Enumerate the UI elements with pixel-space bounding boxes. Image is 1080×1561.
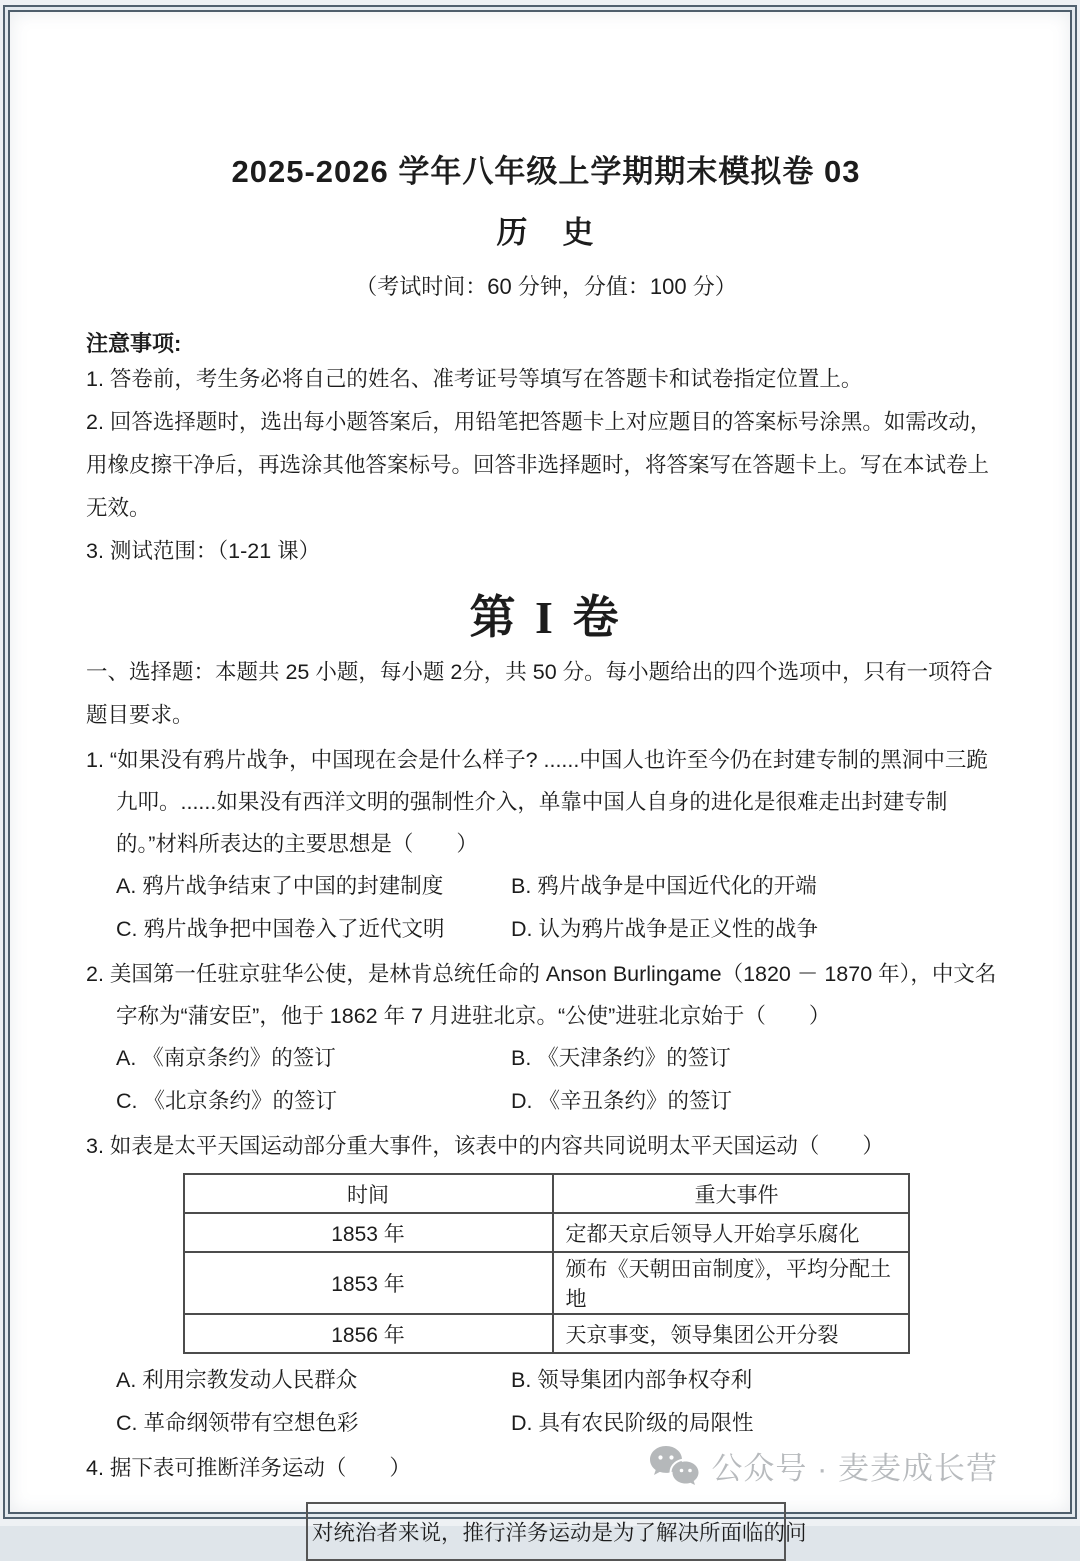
exam-subject: 历 史 xyxy=(496,215,596,250)
question-3-option-b: B. 领导集团内部争权夺利 xyxy=(511,1368,753,1392)
notice-item-3: 3. 测试范围：（1-21 课） xyxy=(86,539,321,563)
section-intro: 一、选择题：本题共 25 小题，每小题 2分，共 50 分。每小题给出的四个选项中，只有一项符合题目要求。 xyxy=(86,660,993,727)
paper-sheet xyxy=(8,10,1072,1545)
question-1-option-a: A. 鸦片战争结束了中国的封建制度 xyxy=(116,874,444,898)
table-cell-time: 1856 年 xyxy=(184,1314,553,1353)
footer-label: 公众号 · 麦麦成长营 xyxy=(711,1451,998,1486)
footer-watermark xyxy=(647,1443,998,1488)
question-3-option-a: A. 利用宗教发动人民群众 xyxy=(116,1368,358,1392)
table-header-time: 时间 xyxy=(184,1174,553,1213)
question-3-options xyxy=(116,1359,1006,1445)
question-2-option-b: B. 《天津条约》的签订 xyxy=(511,1046,731,1070)
question-2-stem: 2. 美国第一任驻京驻华公使，是林肯总统任命的 Anson Burlingame（1820 － 1870 年），中文名字称为“蒲安臣”，他于 1862 年 7 月进驻北京。“公使”进驻北京始于（ ） xyxy=(86,962,997,1028)
table-header-row xyxy=(184,1174,909,1213)
question-1-stem: 1. “如果没有鸦片战争，中国现在会是什么样子? ......中国人也许至今仍在封建专制的黑洞中三跪九叩。......如果没有西洋文明的强制性介入，单靠中国人自身的进化是很难走出封建专制的。”材料所表达的主要思想是（ ） xyxy=(86,748,988,856)
table-row xyxy=(184,1314,909,1353)
question-1 xyxy=(86,739,1006,951)
question-1-options xyxy=(116,865,1006,951)
question-2-options xyxy=(116,1037,1006,1123)
question-4-source-box: 对统治者来说，推行洋务运动是为了解决所面临的问 xyxy=(306,1502,786,1561)
part-title: 第 I 卷 xyxy=(469,592,623,643)
question-1-option-d: D. 认为鸦片战争是正义性的战争 xyxy=(511,917,818,941)
table-cell-time: 1853 年 xyxy=(184,1213,553,1252)
table-cell-event: 颁布《天朝田亩制度》，平均分配土地 xyxy=(553,1252,909,1314)
question-1-option-c: C. 鸦片战争把中国卷入了近代文明 xyxy=(116,917,445,941)
wechat-icon xyxy=(647,1444,699,1488)
notices-heading: 注意事项: xyxy=(86,331,182,356)
table-cell-time: 1853 年 xyxy=(184,1252,553,1314)
notice-item-1: 1. 答卷前，考生务必将自己的姓名、准考证号等填写在答题卡和试卷指定位置上。 xyxy=(86,367,863,391)
question-2 xyxy=(86,953,1006,1123)
question-3-option-d: D. 具有农民阶级的局限性 xyxy=(511,1411,754,1435)
question-1-option-b: B. 鸦片战争是中国近代化的开端 xyxy=(511,874,817,898)
question-2-option-a: A. 《南京条约》的签订 xyxy=(116,1046,336,1070)
exam-title: 2025-2026 学年八年级上学期期末模拟卷 03 xyxy=(231,154,861,189)
question-3-events-table xyxy=(183,1173,910,1354)
exam-meta: （考试时间：60 分钟，分值：100 分） xyxy=(355,274,737,299)
table-header-event: 重大事件 xyxy=(553,1174,909,1213)
notice-item-2: 2. 回答选择题时，选出每小题答案后，用铅笔把答题卡上对应题目的答案标号涂黑。如需改动，用橡皮擦干净后，再选涂其他答案标号。回答非选择题时，将答案写在答题卡上。写在本试卷上无效。 xyxy=(86,410,992,520)
paper-content xyxy=(10,12,1070,1561)
question-2-option-c: C. 《北京条约》的签订 xyxy=(116,1089,337,1113)
table-cell-event: 定都天京后领导人开始享乐腐化 xyxy=(553,1213,909,1252)
table-cell-event: 天京事变，领导集团公开分裂 xyxy=(553,1314,909,1353)
question-2-option-d: D. 《辛丑条约》的签订 xyxy=(511,1089,732,1113)
question-3-stem: 3. 如表是太平天国运动部分重大事件，该表中的内容共同说明太平天国运动（ ） xyxy=(86,1134,884,1158)
table-row xyxy=(184,1213,909,1252)
question-4-stem: 4. 据下表可推断洋务运动（ ） xyxy=(86,1456,411,1480)
question-3 xyxy=(86,1125,1006,1445)
table-row xyxy=(184,1252,909,1314)
question-3-option-c: C. 革命纲领带有空想色彩 xyxy=(116,1411,359,1435)
